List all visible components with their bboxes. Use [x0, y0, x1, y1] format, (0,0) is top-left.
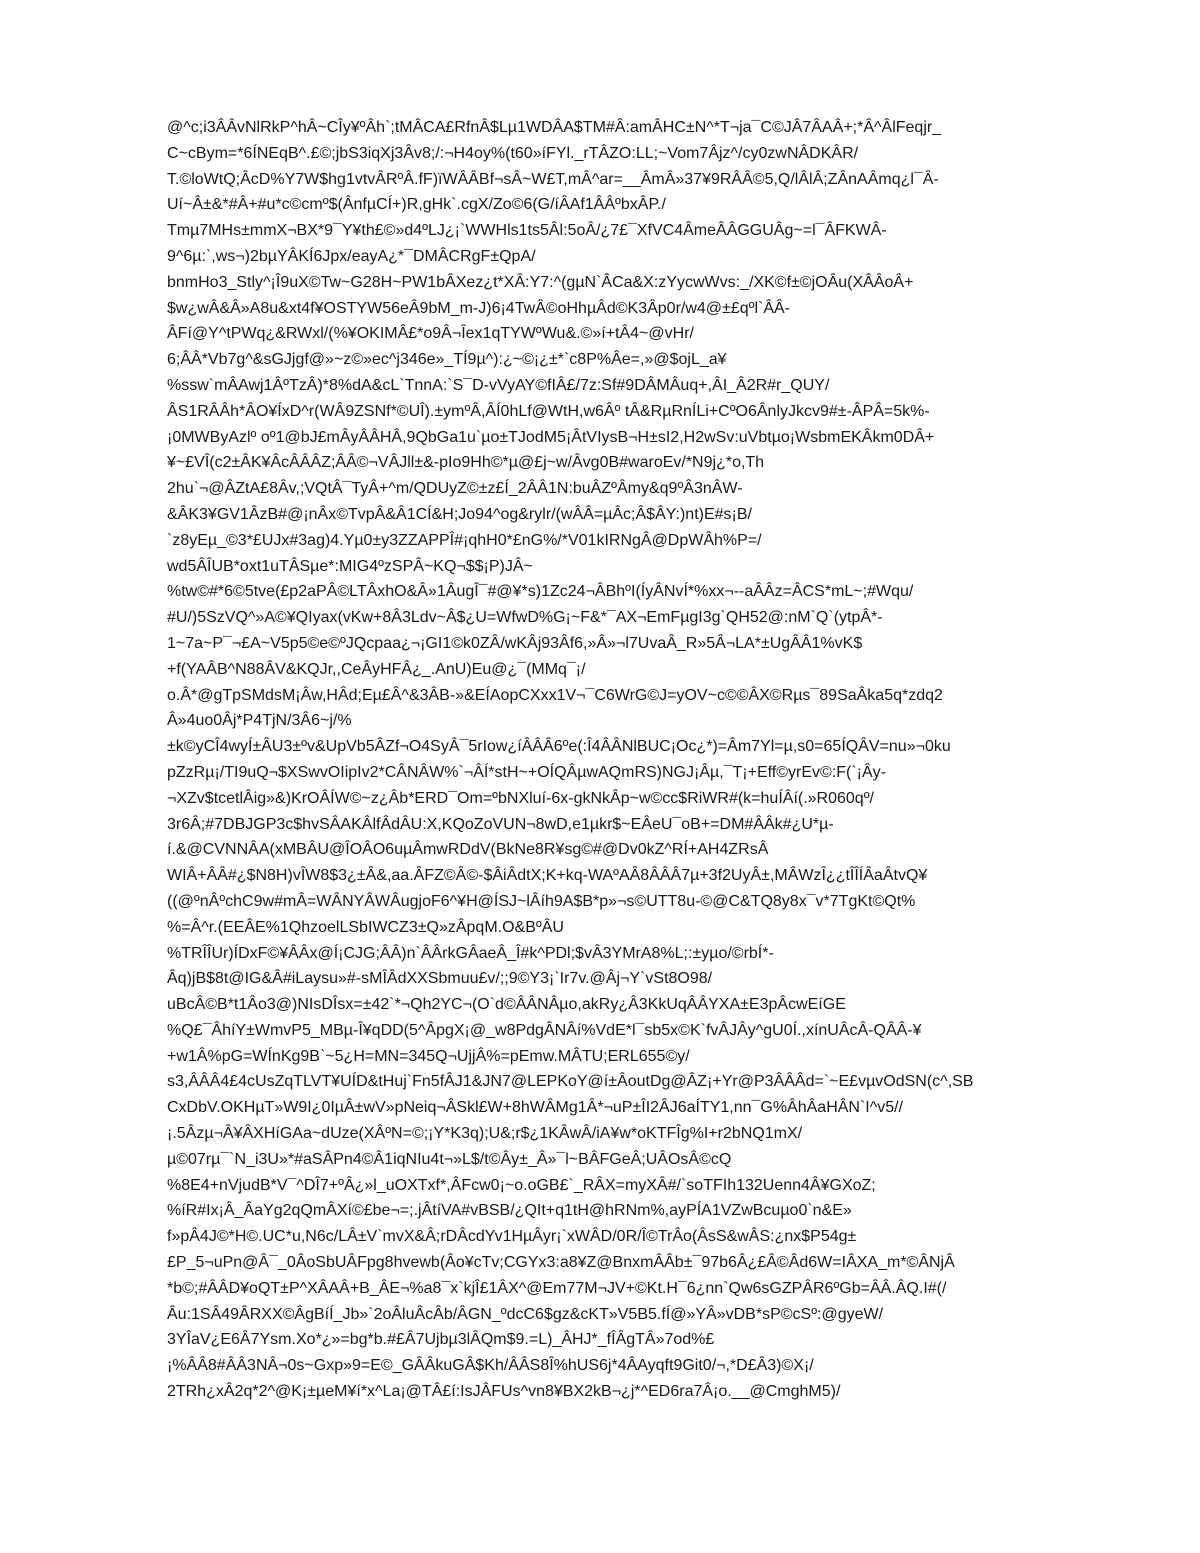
text-line: %ssw`mÂAwj1ÂºTzÂ)*8%dA&cL`TnnA:`S¯D-vVyAY©fIÂ£/7z:Sf#9DÂMÂuq+,ÂI_Â2R#r_QUY/ [167, 376, 830, 394]
text-line: +f(YAÂB^N88ÂV&KQJr,,CeÂyHFÂ¿_.AnU)Eu@¿¯(MMq¯¡/ [167, 660, 586, 678]
text-line: 3r6Â;#7DBJGP3c$hvSÂAKÂlfÂdÂU:X,KQoZoVUN¬8wD,e1µkr$~EÂeU¯oB+=DM#ÂÂk#¿U*µ- [167, 815, 834, 833]
text-line: uBcÂ©B*t1Âo3@)NIsDÎsx=±42`*¬Qh2YC¬(O`d©ÂÂNÂµo,akRy¿Â3KkUqÂÂYXA±E3pÂcwEíGE [167, 996, 846, 1014]
text-line: f»pÂ4J©*H©.UC*u,N6c/LÂ±V`mvX&Â;rDÂcdYv1HµÂyr¡`xWÂD/0R/Î©TrÂo(ÂsS&wÂS:¿nx$P54g± [167, 1228, 857, 1246]
text-line: WIÂ+ÂÂ#¿$N8H)vÎW8$3¿±Â&,aa.ÂFZ©Â©-$ÂiÂdtX;K+kq-WAºAÂ8ÂÂÂ7µ+3f2UyÂ±,MÂWzÎ¿¿tÎÎÍÂaÂtvQ¥ [167, 867, 928, 885]
text-line: 9^6µ:`,ws¬)2bµYÂKÍ6Jpx/eayA¿*¯DMÂCRgF±QpA/ [167, 247, 536, 265]
text-line: 2hu`¬@ÂZtA£8Âv,;VQtÂ¯TyÂ+^m/QDUyZ©±z£Í_2ÂÂ1N:buÂZºÂmy&q9ºÂ3nÂW- [167, 480, 743, 498]
text-line: %TRÎÎUr)ÍDxF©¥ÂÂx@Í¡CJG;ÂÂ)n`ÂÂrkGÂaeÂ_Î#k^PDl;$vÂ3YMrA8%L;:±yµo/©rbÍ*- [167, 944, 774, 962]
text-line: +w1Â%pG=WÍnKg9B`~5¿H=MN=345Q¬UjjÂ%=pEmw.MÂTU;ERL655©y/ [167, 1047, 690, 1065]
text-line: %Q£¯ÂhíY±WmvP5_MBµ-Î¥qDD(5^ÂpgX¡@_w8PdgÂNÂí%VdE*l¯sb5x©K`fvÂJÂy^gU0Í.,xínUÂcÂ-QÂÂ-¥ [167, 1021, 922, 1039]
text-line: ±k©yCÎ4wyÍ±ÂU3±ºv&UpVb5ÂZf¬O4SyÂ¯5rIow¿íÂÂÂ6ºe(:Î4ÂÂNlBUC¡Oc¿*)=Âm7Yl=µ,s0=65ÍQÂV=nu»¬0ku [167, 738, 951, 756]
text-line: o.Â*@gTpSMdsM¡Âw,HÂd;Eµ£Â^&3ÂB-»&EÍAopCXxx1V¬¯C6WrG©J=yOV~c©©ÂX©Rµs¯89SaÂka5q*zdq2 [167, 686, 943, 704]
text-line: pZzRµ¡/TI9uQ¬$XSwvOIipIv2*CÂNÂW%`¬ÂÍ*stH~+OÍQÂµwAQmRS)NGJ¡Âµ,¯T¡+Eff©yrEv©:F(`¡Ây- [167, 763, 886, 781]
text-line: T.©loWtQ;ÂcD%Y7W$hg1vtvÂRºÂ.fF)ïWÂÂBf¬sÂ~W£T,mÂ^ar=__ÂmÂ»37¥9RÂÂ©5,Q/lÂlÂ;ZÂnAÂmq¿l¯Â- [167, 170, 939, 188]
text-line: $w¿wÂ&Â»A8u&xt4f¥OSTYW56eÂ9bM_m-J)6¡4TwÂ©oHhµÂd©K3Âp0r/w4@±£qºl`ÂÂ- [167, 299, 791, 317]
text-line: Â»4uo0Âj*P4TjN/3Â6~j/% [167, 712, 352, 730]
text-line: %=Â^r.(EEÂE%1QhzoelLSbIWCZ3±Q»zÂpqM.O&BºÂU [167, 918, 564, 936]
text-line: ¡%ÂÂ8#ÂÂ3NÂ¬0s~Gxp»9=E©_GÂÂkuGÂ$Kh/ÂÂS8Î%hUS6j*4ÂAyqft9Git0/¬,*D£Â3)©X¡/ [167, 1357, 814, 1375]
text-line: µ©07rµ¯`N_i3U»*#aSÂPn4©Â1iqNIu4t¬»L$/t©Ây±_Â»¯l~BÂFGeÂ;UÂOsÂ©cQ [167, 1150, 732, 1168]
text-line: Âq)jB$8t@IG&Â#iLaysu»#-sMÎÂdXXSbmuu£v/;;9©Y3¡`Ir7v.@Âj¬Y`vSt8O98/ [167, 970, 713, 988]
text-line: wd5ÂÎUB*oxt1uTÂSµe*:MIG4ºzSPÂ~KQ¬$$¡P)JÂ~ [167, 557, 533, 575]
text-line: Uí~Â±&*#Â+#u*c©cmº$(ÂnfµCÍ+)R,gHk`.cgX/Zo©6(G/íÂAf1ÂÂºbxÂP./ [167, 196, 666, 214]
text-line: Tmµ7MHs±mmX¬BX*9¯Y¥th£©»d4ºLJ¿¡`WWHls1ts5Âl:5oÂ/¿7£¯XfVC4ÂmeÂÂGGUÂg~=l¯ÂFKWÂ- [167, 222, 887, 240]
text-line: ¡0MWByAzlº oº1@bJ£mÂyÂÂHÂ,9QbGa1u`µo±TJodM5¡ÂtVIysB¬H±sI2,H2wSv:uVbtµo¡WsbmEKÂkm0DÂ+ [167, 428, 935, 446]
text-line: s3,ÂÂÂ4£4cUsZqTLVT¥UÍD&tHuj`Fn5fÂJ1&JN7@LEPKoY@í±ÂoutDg@ÂZ¡+Yr@P3ÂÂÂd=`~E£vµvOdSN(c^,SB [167, 1073, 974, 1091]
text-line: 3YÎaV¿E6Â7Ysm.Xo*¿»=bg*b.#£Â7Ujbµ3lÂQm$9.=L)_ÂHJ*_fÎÂgTÂ»7od%£ [167, 1331, 715, 1349]
text-line: %tw©#*6©5tve(£p2aPÂ©LTÂxhO&Â»1ÂugÎ¯#@¥*s)1Zc24¬ÂBhºI(ÍyÂNvÍ*%xx¬--aÂÂz=ÂCS*mL~;#Wqu/ [167, 583, 914, 601]
text-line: £P_5¬uPn@Â¯_0ÂoSbUÂFpg8hvewb(Âo¥cTv;CGYx3:a8¥Z@BnxmÂÂb±¯97b6Â¿£Â©Âd6W=IÂXA_m*©ÂNjÂ [167, 1254, 955, 1272]
text-line: ((@ºnÂºchC9w#mÂ=WÂNYÂWÂugjoF6^¥H@ÍSJ~lÂíh9A$B*p»¬s©UTT8u-©@C&TQ8y8x¯v*7TgKt©Qt% [167, 892, 916, 910]
text-line: `z8yEµ_©3*£UJx#3ag)4.Yµ0±y3ZZAPPÎ#¡qhH0*£nG%/*V01kIRNgÂ@DpWÂh%P=/ [167, 531, 762, 549]
text-line: bnmHo3_Stly^¡Î9uX©Tw~G28H~PW1bÂXez¿t*XÂ:Y7:^(gµN`ÂCa&X:zYycwWvs:_/XK©f±©jOÂu(XÂÂoÂ+ [167, 273, 914, 291]
text-line: 2TRh¿xÂ2q*2^@K¡±µeM¥í*x^La¡@TÂ£í:IsJÂFUs^vn8¥BX2kB¬¿j*^ED6ra7Â¡o.__@CmghM5)/ [167, 1383, 841, 1401]
text-line: C~cBym=*6ÍNEqB^.£©;jbS3iqXj3Âv8;/:¬H4oy%(t60»íFYl._rTÂZO:LL;~Vom7Âjz^/cy0zwNÂDKÂR/ [167, 144, 859, 162]
text-line: 1~7a~P¯¬£A~V5p5©e©ºJQcpaa¿¬¡GI1©k0ZÂ/wKÂj93Âf6,»Â»¬l7UvaÂ_R»5Â¬LA*±UgÂÂ1%vK$ [167, 634, 863, 652]
text-line: %íR#Ix¡Â_ÂaYg2qQmÂXí©£be¬=;.jÂtíVA#vBSB/¿QIt+q1tH@hRNm%,ayPÍA1VZwBcuµo0`n&E» [167, 1202, 852, 1220]
text-line: &ÂK3¥GV1ÂzB#@¡nÂx©TvpÂ&Â1CÍ&H;Jo94^og&rylr/(wÂÂ=µÂc;Â$ÂY:)nt)E#s¡B/ [167, 505, 752, 523]
text-line: í.&@CVNNÂA(xMBÂU@ÎOÂO6uµÂmwRDdV(BkNe8R¥sg©#@Dv0kZ^RÍ+AH4ZRsÂ [167, 841, 769, 859]
text-line: ¥~£VÎ(c2±ÂK¥ÂcÂÂÂZ;ÂÂ©¬VÂJll±&-pIo9Hh©*µ@£j~w/Âvg0B#waroEv/*N9j¿*o,Th [167, 454, 765, 472]
text-line: ¬XZv$tcetlÂig»&)KrOÂÍW©~z¿Âb*ERD¯Om=ºbNXluí-6x-gkNkÂp~w©cc$RiWR#(k=huÍÂí(.»R060qº/ [167, 789, 874, 807]
text-line: Âu:1SÂ49ÂRXX©ÂgBíÍ_Jb»`2oÂluÂcÂb/ÂGN_ºdcC6$gz&cKT»V5B5.fÍ@»YÂ»vDB*sP©cSº:@gyeW/ [167, 1305, 884, 1323]
text-line: ÂFí@Y^tPWq¿&RWxl/(%¥OKIMÂ£*o9Â¬Îex1qTYWºWu&.©»í+tÂ4~@vHr/ [167, 325, 694, 343]
document-body [167, 115, 1127, 1405]
text-line: 6;ÂÂ*Vb7g^&sGJjgf@»~z©»ec^j346e»_TÍ9µ^):¿~©¡¿±*`c8P%Âe=,»@$ojL_a¥ [167, 351, 727, 369]
text-line: ÂS1RÂÂh*ÂO¥ÍxD^r(WÂ9ZSNf*©UÎ).±ymºÂ,ÂÍ0hLf@WtH,w6Âº tÂ&RµRnÍLi+CºO6ÂnlyJkcv9#±-ÂPÂ=5k%- [167, 402, 930, 420]
text-line: ¡.5Âzµ¬Â¥ÂXHíGAa~dUze(XÂºN=©;¡Y*K3q);U&;r$¿1KÂwÂ/iA¥w*oKTFÎg%I+r2bNQ1mX/ [167, 1125, 803, 1143]
text-line: @^c;i3ÂÂvNlRkP^hÂ~CÎy¥ºÂh`;tMÂCA£RfnÂ$Lµ1WDÂA$TM#Â:amÂHC±N^*T¬ja¯C©JÂ7ÂAÂ+;*Â^ÂlFeqjr_ [167, 119, 942, 136]
text-line: #U/)5SzVQ^»A©¥QIyax(vKw+8Â3Ldv~Â$¿U=WfwD%G¡~F&*¯AX¬EmFµgI3g`QH52@:nM`Q`(ytpÂ*- [167, 609, 883, 627]
text-line: *b©;#ÂÂD¥oQT±P^XÂAÂ+B_ÂE¬%a8¯x`kjÎ£1ÂX^@Em77M¬JV+©Kt.H¯6¿nn`Qw6sGZPÂR6ºGb=ÂÂ.ÂQ.I#(/ [167, 1279, 947, 1297]
text-line: CxDbV.OKHµT»W9I¿0IµÂ±wV»pNeiq¬ÂSkl£W+8hWÂMg1Â*¬uP±ÎI2ÂJ6aÍTY1,nn¯G%ÂhÂaHÂN`I^v5// [167, 1099, 904, 1117]
text-line: %8E4+nVjudB*V¯^DÎ7+ºÂ¿»l_uOXTxf*,ÂFcw0¡~o.oGB£`_RÂX=myXÂ#/`soTFIh132Uenn4Â¥GXoZ; [167, 1176, 876, 1194]
